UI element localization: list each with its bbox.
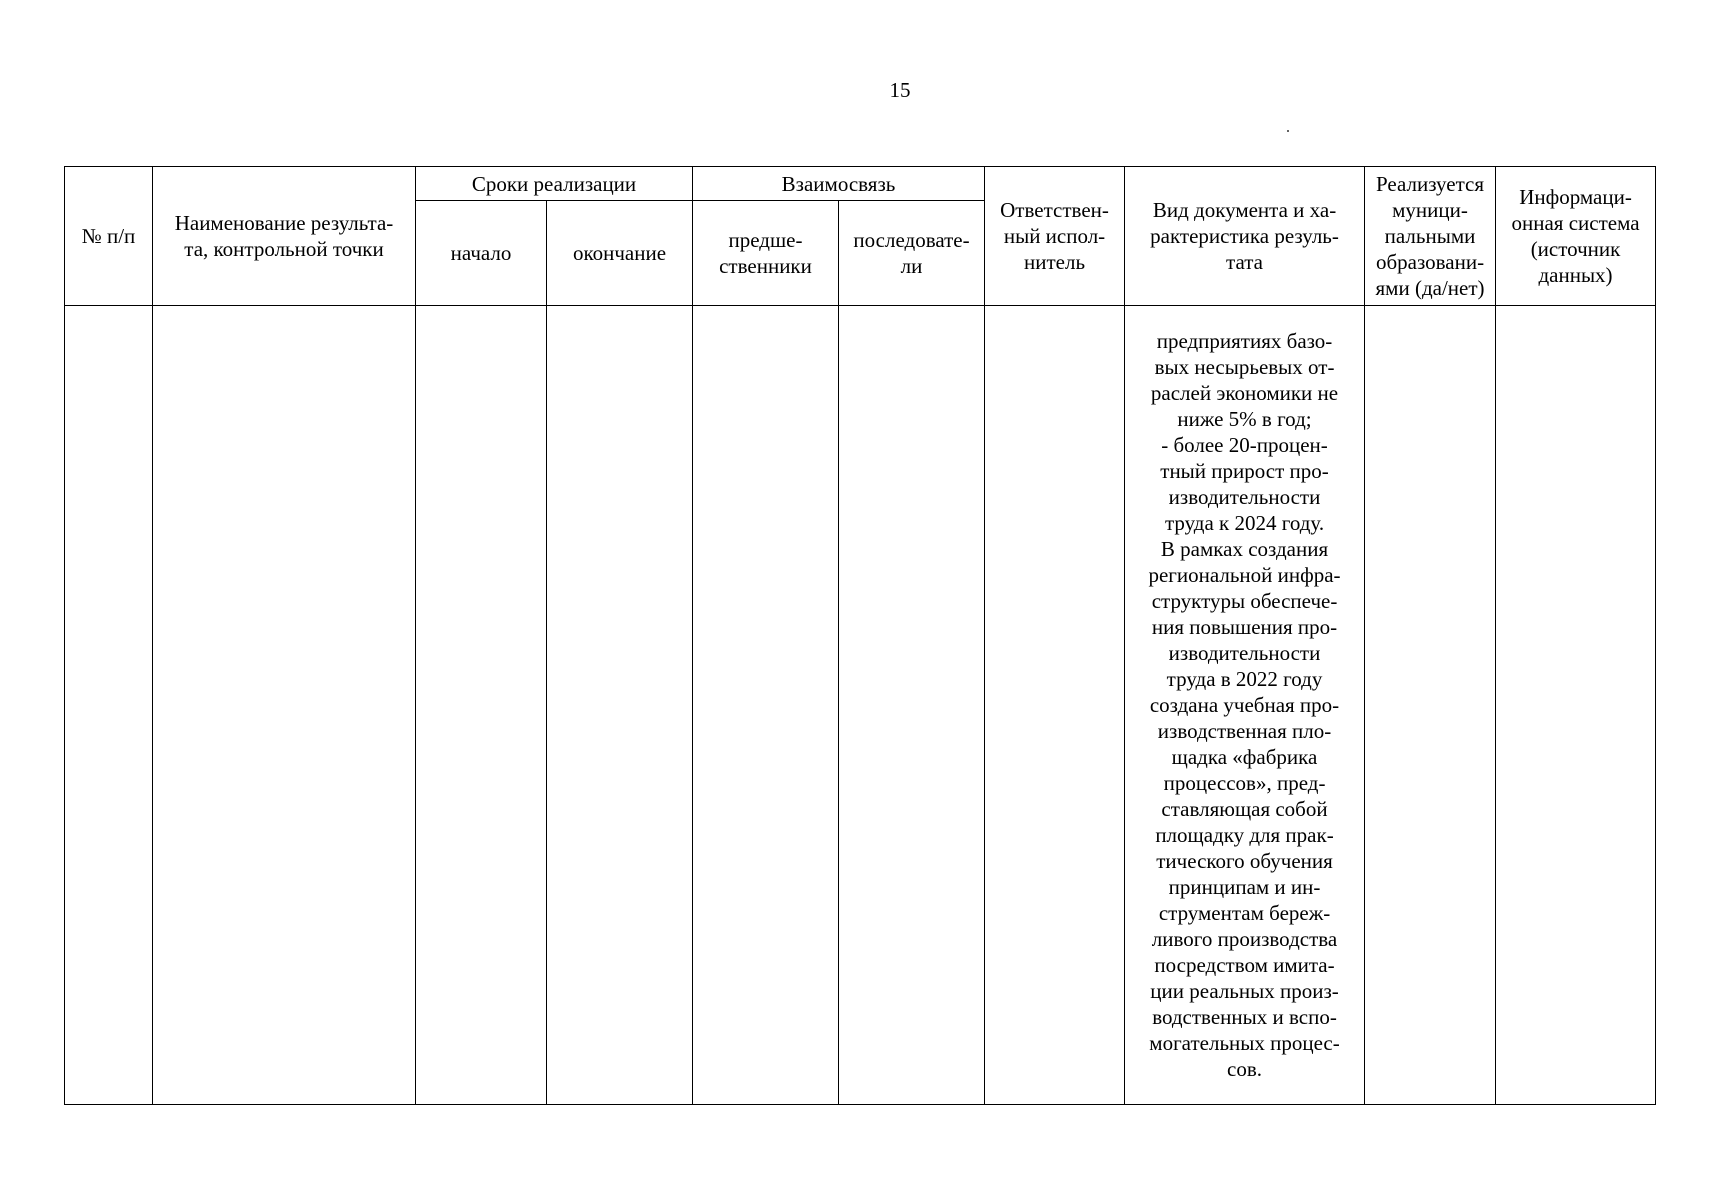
cell-predecessors xyxy=(693,306,839,1105)
cell-document: предприятиях базо- вых несырьевых от- раслей экономики не ниже 5% в год; - более 20-процен- тный прирост про- изводительности труда к 2024 году. В рамках создания региональной инфра- структуры обеспече- ния повышения про- изводительности труда в 2022 году создана учебная про- изводственная пло- щадка «фабрика процессов», пред- ставляющая собой площадку для прак- тического обучения принципам и ин- струментам береж- ливого производства посредством имита- ции реальных произ- водственных и вспо- могательных процес- сов. xyxy=(1125,306,1365,1105)
header-successors: последовате- ли xyxy=(839,201,985,306)
header-responsible: Ответствен- ный испол- нитель xyxy=(985,167,1125,306)
cell-end xyxy=(547,306,693,1105)
cell-successors xyxy=(839,306,985,1105)
header-num: № п/п xyxy=(65,167,153,306)
cell-info-system xyxy=(1496,306,1656,1105)
page-number: 15 xyxy=(889,78,911,102)
header-predecessors: предше- ственники xyxy=(693,201,839,306)
cell-municipal xyxy=(1365,306,1496,1105)
results-table xyxy=(64,166,1656,1105)
cell-start xyxy=(416,306,547,1105)
header-relation-group: Взаимосвязь xyxy=(693,167,985,201)
header-document: Вид документа и ха- рактеристика резуль- тата xyxy=(1125,167,1365,306)
header-row-top xyxy=(65,167,1656,201)
header-info-system: Информаци- онная система (источник данных) xyxy=(1496,167,1656,306)
table-row xyxy=(65,306,1656,1105)
header-start: начало xyxy=(416,201,547,306)
cell-num xyxy=(65,306,153,1105)
header-result-name: Наименование результа- та, контрольной точки xyxy=(153,167,416,306)
cell-result-name xyxy=(153,306,416,1105)
cell-responsible xyxy=(985,306,1125,1105)
header-terms-group: Сроки реализации xyxy=(416,167,693,201)
header-end: окончание xyxy=(547,201,693,306)
scan-artifact-dot xyxy=(1287,130,1289,132)
header-municipal: Реализуется муници- пальными образовани- ями (да/нет) xyxy=(1365,167,1496,306)
